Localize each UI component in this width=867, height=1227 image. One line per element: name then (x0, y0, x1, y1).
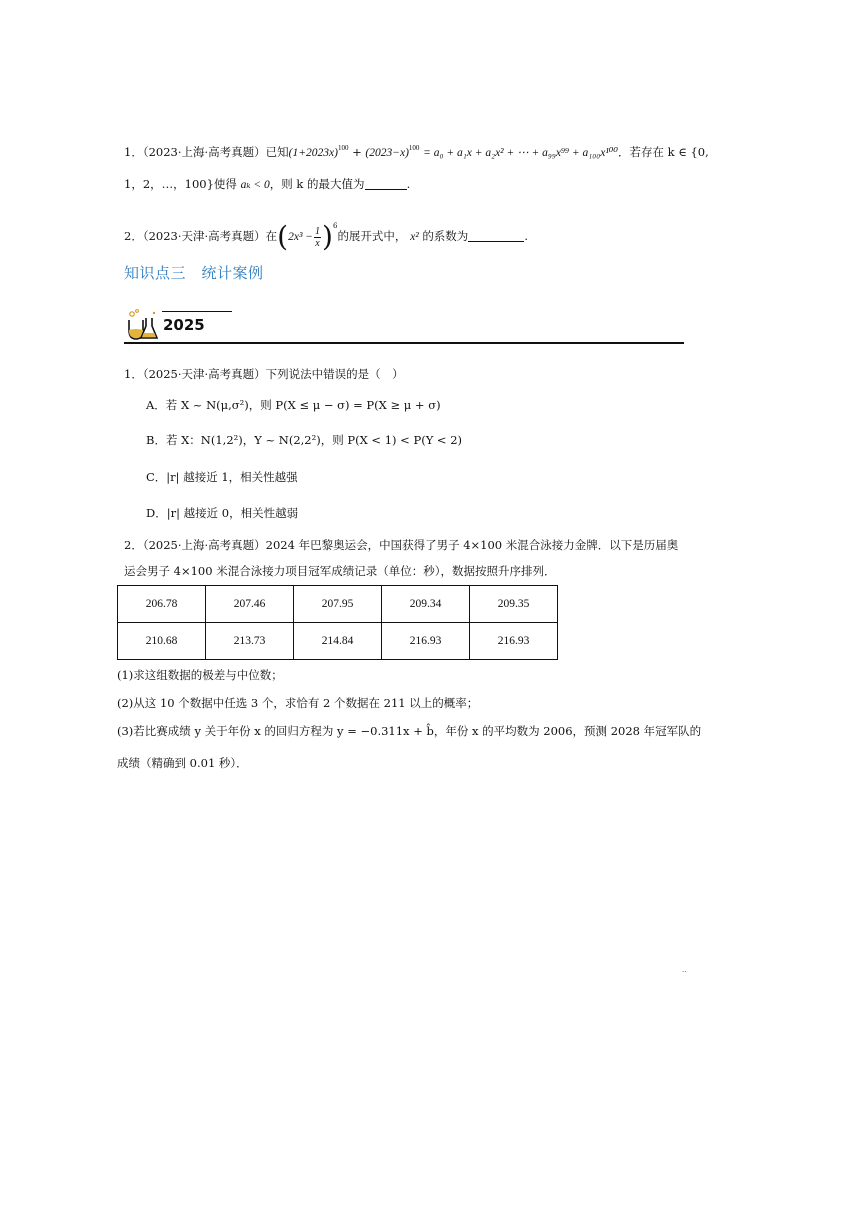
banner-topline (162, 311, 232, 312)
flask-icon (124, 308, 160, 342)
table-cell: 207.46 (206, 586, 294, 623)
polynomial-rhs: = a₀ + a₁x + a₂x² + ⋯ + a₉₉x⁹⁹ + a₁₀₀x¹⁰⁰ (423, 147, 619, 159)
fraction: $\frac{1}{x}$ (315, 225, 321, 249)
answer-blank (468, 229, 524, 242)
table-cell: 209.34 (382, 586, 470, 623)
table-cell: 214.84 (294, 623, 382, 660)
x-squared: x² (410, 231, 419, 243)
table-cell: 210.68 (118, 623, 206, 660)
option-b: B．若 X：N(1,2²)，Y ~ N(2,2²)，则 P(X < 1) < P(Y < 2) (146, 433, 463, 447)
table-cell: 206.78 (118, 586, 206, 623)
question-2025-tianjin-stem: 1．（2025·天津·高考真题）下列说法中错误的是（ ） (124, 367, 404, 381)
question-2023-shanghai-line1: 1．（2023·上海·高考真题）已知$(1+2023x)^{100} + (2023-x)^{100} = a_0 + a_1x + a_2x^2$ + ⋯ + a₉₉x⁹⁹ + a₁₀₀x¹⁰⁰．若存在 k ∈ {0, (124, 144, 709, 159)
option-a: A．若 X ~ N(μ,σ²)，则 P(X ≤ μ − σ) = P(X ≥ μ + σ) (146, 398, 441, 412)
part-1: (1)求这组数据的极差与中位数； (117, 668, 283, 682)
q-prefix: 1．（2023·上海·高考真题）已知 (124, 145, 289, 159)
binomial-expr-a: $(1+2023x)^{100}$ (288, 144, 349, 159)
banner-year: 2025 (163, 316, 205, 334)
scores-table (117, 585, 558, 660)
binomial-inner: 2x³ − (288, 231, 314, 243)
table-cell: 213.73 (206, 623, 294, 660)
table-cell: 216.93 (382, 623, 470, 660)
table-cell: 207.95 (294, 586, 382, 623)
binomial-exponent: 6 (332, 222, 338, 230)
question-2025-shanghai-stem1: 2．（2025·上海·高考真题）2024 年巴黎奥运会，中国获得了男子 4×100 米混合泳接力金牌．以下是历届奥 (124, 538, 679, 552)
condition-math: aₖ < 0 (240, 179, 270, 191)
table-row (118, 623, 558, 660)
option-d: D．|r| 越接近 0，相关性越弱 (146, 506, 299, 520)
part-2: (2)从这 10 个数据中任选 3 个，求恰有 2 个数据在 211 以上的概率； (117, 696, 479, 710)
corner-mark: ·· (682, 968, 687, 976)
part-3-line1: (3)若比赛成绩 y 关于年份 x 的回归方程为 y = −0.311x + b̂，年份 x 的平均数为 2006，预测 2028 年冠军队的 (117, 724, 702, 738)
q-suffix: ．若存在 k ∈ {0, (618, 145, 709, 159)
option-c: C．|r| 越接近 1，相关性越强 (146, 470, 298, 484)
table-row (118, 586, 558, 623)
part-3-line2: 成绩（精确到 0.01 秒）． (117, 756, 248, 770)
table-cell: 216.93 (470, 623, 558, 660)
question-2023-shanghai-line2: 1，2，…，100}使得 aₖ < 0，则 k 的最大值为 . (124, 177, 411, 191)
question-2023-tianjin: 2．（2023·天津·高考真题）在(2x³ − $\frac{1}{x}$ )$^6$的展开式中， x² 的系数为 . (124, 220, 528, 253)
table-cell: 209.35 (470, 586, 558, 623)
section-title: 知识点三 统计案例 (124, 264, 264, 282)
banner-underline (124, 342, 684, 344)
question-2025-shanghai-stem2: 运会男子 4×100 米混合泳接力项目冠军成绩记录（单位：秒），数据按照升序排列． (124, 564, 556, 578)
answer-blank (365, 177, 407, 190)
binomial-expr-b: $(2023-x)^{100}$ (365, 144, 420, 159)
